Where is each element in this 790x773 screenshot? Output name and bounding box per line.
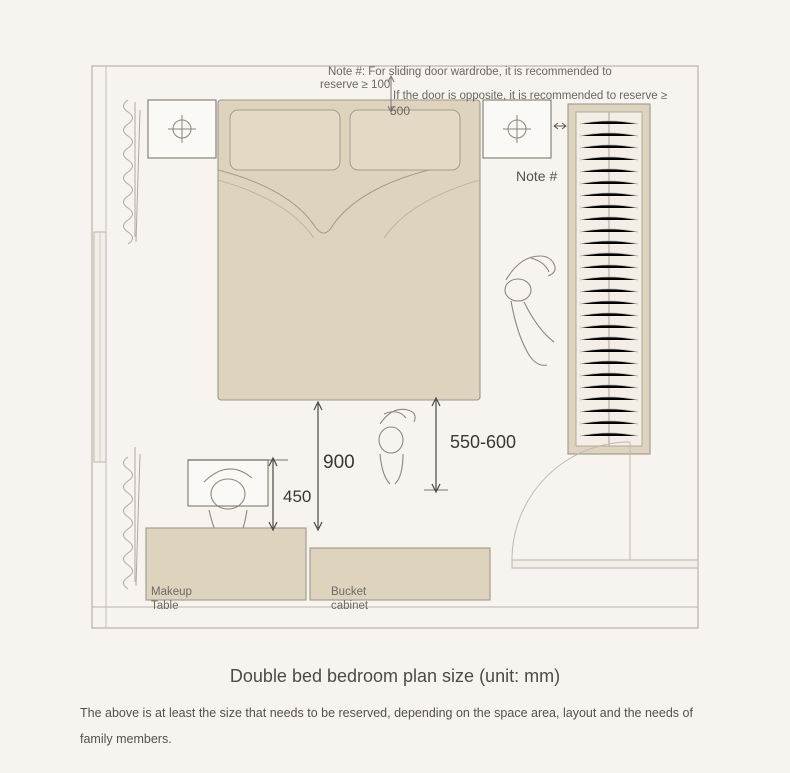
diagram-caption: Double bed bedroom plan size (unit: mm)	[229, 666, 561, 686]
curtain-bottom-left-fold	[135, 447, 140, 586]
dim-550-line	[424, 398, 448, 492]
dimension-500: 500	[390, 104, 411, 118]
curtain-top-left-fold	[135, 102, 140, 242]
curtain-bottom-left	[124, 457, 133, 589]
dim-900-line	[314, 402, 322, 530]
door-swing-arc	[512, 442, 630, 560]
diagram-footnote: The above is at least the size that needs to be reserved, depending on the space area, layout and the needs of family members.	[80, 706, 693, 746]
label-makeup-table-line2: Table	[151, 600, 179, 612]
person-seated-center	[379, 409, 415, 484]
note-line-3: If the door is opposite, it is recommended to reserve ≥	[393, 90, 668, 102]
floor-plan	[88, 62, 702, 632]
note-line-2: reserve ≥ 100	[320, 79, 391, 91]
note-line-1: Note #: For sliding door wardrobe, it is recommended to	[328, 66, 612, 78]
pillow-left	[230, 110, 340, 170]
note-marker: Note #	[516, 168, 558, 184]
label-makeup-table-line1: Makeup	[151, 586, 192, 598]
wardrobe-gap-arrow	[554, 123, 566, 129]
door-opening	[512, 560, 698, 568]
person-standing	[505, 256, 555, 365]
label-bucket-cabinet	[331, 585, 368, 613]
label-bucket-cabinet-line1: Bucket	[331, 586, 367, 598]
dimension-900: 900	[323, 452, 355, 473]
dressing-stool	[188, 460, 268, 506]
label-makeup-table	[151, 585, 192, 613]
dimension-550-600: 550-600	[450, 432, 517, 452]
curtain-top-left	[124, 100, 133, 244]
dimension-450: 450	[283, 487, 312, 506]
floor-plan-svg	[88, 62, 702, 632]
pillow-right	[350, 110, 460, 170]
label-bucket-cabinet-line2: cabinet	[331, 600, 369, 612]
